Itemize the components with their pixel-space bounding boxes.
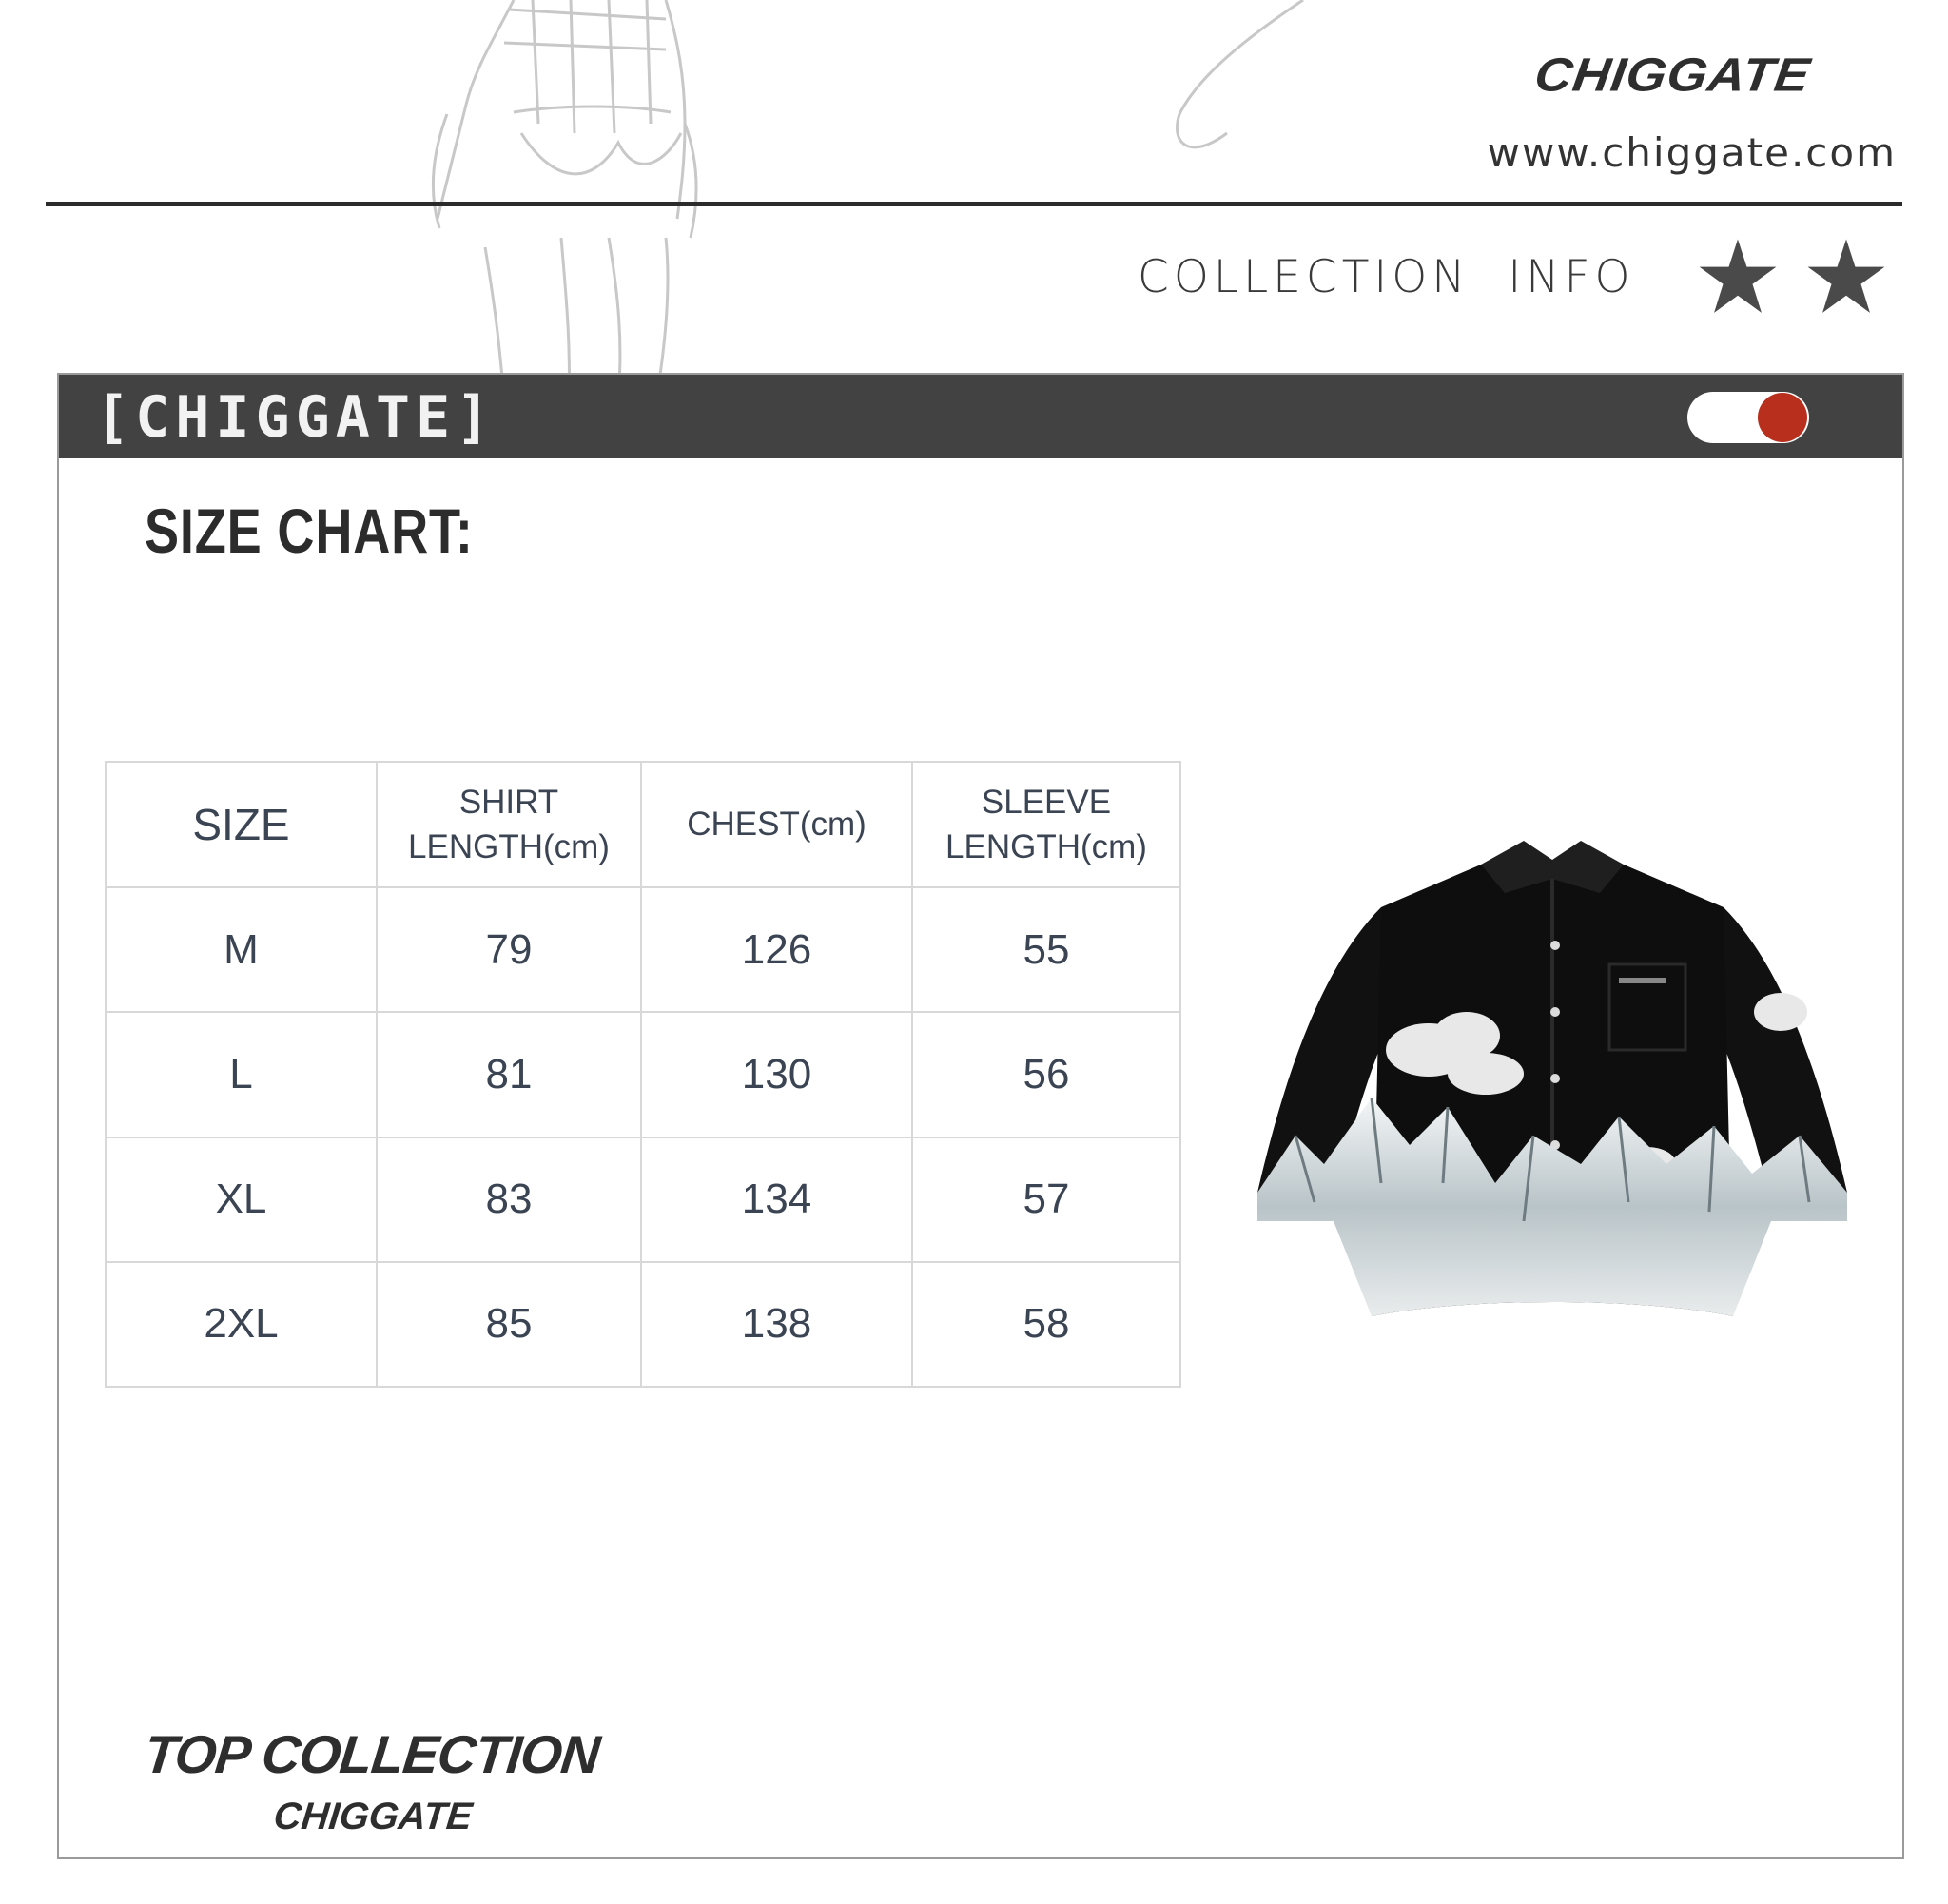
footer-brand: CHIGGATE	[271, 1796, 475, 1837]
cell-size: 2XL	[106, 1262, 377, 1387]
table-row	[106, 1262, 1180, 1387]
header-sleeve-length	[912, 762, 1180, 887]
header-shirt-length	[377, 762, 641, 887]
panel-title-bar	[59, 375, 1902, 458]
rating-stars	[1697, 236, 1914, 318]
table-row	[106, 1137, 1180, 1262]
brand-logo: CHIGGATE	[1531, 49, 1814, 102]
footer-title: TOP COLLECTION	[141, 1724, 602, 1784]
header-nav	[1138, 236, 1914, 318]
product-shirt-image	[1238, 822, 1866, 1335]
panel-bar-title: [CHIGGATE]	[95, 384, 497, 451]
star-icon	[1805, 236, 1887, 318]
toggle-knob	[1758, 393, 1807, 442]
cell-shirt-length: 79	[377, 887, 641, 1012]
nav-info[interactable]: INFO	[1508, 250, 1635, 303]
size-table	[105, 761, 1181, 1388]
cell-shirt-length: 83	[377, 1137, 641, 1262]
cell-chest: 138	[641, 1262, 912, 1387]
cell-size: M	[106, 887, 377, 1012]
cell-sleeve-length: 58	[912, 1262, 1180, 1387]
header-label-line1: SLEEVE	[981, 783, 1112, 821]
cell-chest: 126	[641, 887, 912, 1012]
table-row	[106, 1012, 1180, 1137]
header-label-line2: LENGTH(cm)	[408, 828, 610, 865]
cell-chest: 130	[641, 1012, 912, 1137]
header-label: CHEST(cm)	[687, 806, 867, 844]
header-divider	[46, 202, 1902, 206]
cell-shirt-length: 85	[377, 1262, 641, 1387]
cell-chest: 134	[641, 1137, 912, 1262]
star-icon	[1697, 236, 1779, 318]
cell-sleeve-length: 56	[912, 1012, 1180, 1137]
nav-collection[interactable]: COLLECTION	[1138, 250, 1471, 303]
header-label-line1: SHIRT	[458, 783, 559, 821]
table-row	[106, 887, 1180, 1012]
header-chest	[641, 762, 912, 887]
cell-shirt-length: 81	[377, 1012, 641, 1137]
header-label-line2: LENGTH(cm)	[945, 828, 1147, 865]
cell-sleeve-length: 55	[912, 887, 1180, 1012]
cell-size: L	[106, 1012, 377, 1137]
brand-url[interactable]: www.chiggate.com	[1487, 129, 1897, 176]
table-header-row	[106, 762, 1180, 887]
size-chart-panel	[57, 373, 1904, 1859]
cell-sleeve-length: 57	[912, 1137, 1180, 1262]
cell-size: XL	[106, 1137, 377, 1262]
header-size	[106, 762, 377, 887]
toggle-switch[interactable]	[1687, 392, 1809, 443]
section-title: SIZE CHART:	[145, 495, 474, 566]
header-label: SIZE	[192, 799, 290, 849]
